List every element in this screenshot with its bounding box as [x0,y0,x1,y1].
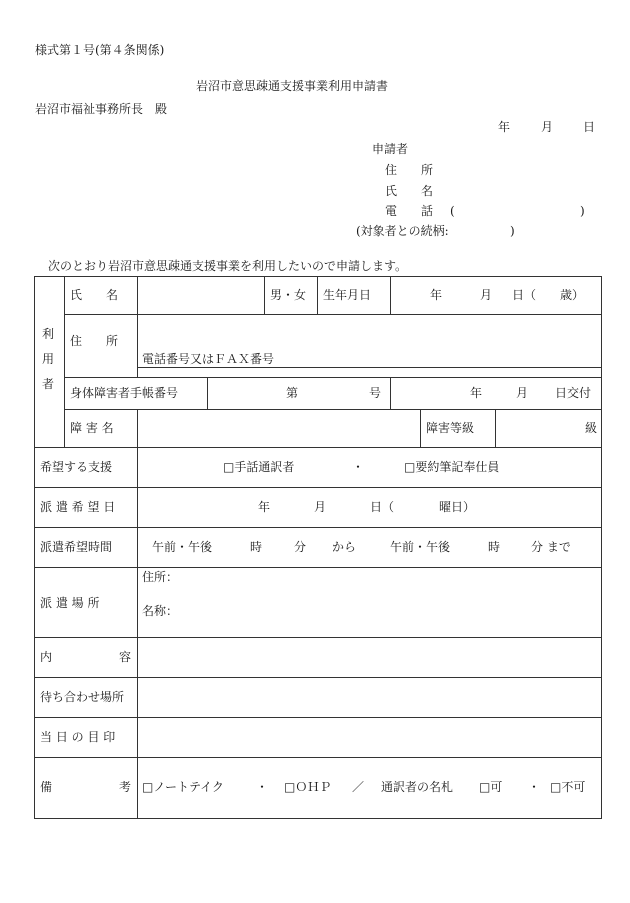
user-label-2: 用 [42,352,55,366]
disability-grade-label: 障害等級 [426,421,475,435]
dispatch-date-month: 月 [314,500,327,514]
birthdate-label: 生年月日 [323,288,372,302]
sex-options[interactable]: 男・女 [270,288,307,302]
user-name-label: 氏 名 [70,288,119,302]
content-label-start: 内 [40,650,53,664]
form-number: 様式第１号(第４条関係) [35,43,165,57]
support-separator: ・ [352,460,365,474]
time-ampm-start[interactable]: 午前・午後 [152,540,213,554]
applicant-heading: 申請者 [372,142,409,156]
support-option-summary-writer[interactable]: □要約筆記奉仕員 [404,460,500,474]
birth-year-label: 年 [430,288,443,302]
handbook-no-prefix: 第 [286,386,299,400]
addressee: 岩沼市福祉事務所長 殿 [35,102,168,116]
place-address-label: 住所： [142,570,179,584]
remarks-nametag-label: 通訳者の名札 [381,780,454,794]
place-name-label: 名称： [142,604,179,618]
remarks-nametag-ok-option[interactable]: □可 [479,780,503,794]
time-from: から [332,540,357,554]
remarks-nametag-ng-option[interactable]: □不可 [550,780,586,794]
applicant-relation-close: ) [510,224,515,238]
remarks-separator-1: ・ [256,780,269,794]
time-hour-start: 時 [250,540,263,554]
issue-day-label: 日交付 [555,386,592,400]
time-until: 分 まで [531,540,571,554]
remarks-slash: ／ [352,780,365,794]
meeting-place-label: 待ち合わせ場所 [40,690,125,704]
user-address-label: 住 所 [70,334,119,348]
time-ampm-end[interactable]: 午前・午後 [390,540,451,554]
disability-name-label: 障 害 名 [70,421,114,435]
remarks-label-start: 備 [40,780,53,794]
birth-day-age-label: 日（ 歳） [512,288,585,302]
applicant-phone-open: ( [450,204,455,218]
remarks-notetake-option[interactable]: □ノートテイク [142,780,224,794]
handbook-no-suffix: 号 [369,386,382,400]
handbook-number-label: 身体障害者手帳番号 [70,386,179,400]
application-table [34,276,602,819]
applicant-phone-close: ) [580,204,585,218]
dispatch-date-day: 日（ [370,500,395,514]
dispatch-date-label: 派 遣 希 望 日 [40,500,116,514]
dispatch-date-weekday: 曜日） [439,500,476,514]
user-label-1: 利 [42,327,55,341]
date-day-label: 日 [583,120,596,134]
phone-fax-label: 電話番号又はＦＡＸ番号 [142,352,275,366]
applicant-name-label: 氏 名 [385,184,434,198]
remarks-ohp-option[interactable]: □ＯＨＰ [284,780,332,794]
remarks-label-end: 考 [119,780,132,794]
support-option-sign-interpreter[interactable]: □手話通訳者 [223,460,295,474]
day-marker-label: 当 日 の 目 印 [40,730,116,744]
dispatch-place-label: 派 遣 場 所 [40,596,100,610]
birth-month-label: 月 [480,288,493,302]
remarks-separator-2: ・ [528,780,541,794]
support-label: 希望する支援 [40,460,113,474]
applicant-relation-label: (対象者との続柄: [356,224,449,238]
content-label-end: 容 [119,650,132,664]
applicant-address-label: 住 所 [385,163,434,177]
time-min-start: 分 [294,540,307,554]
date-month-label: 月 [541,120,554,134]
date-year-label: 年 [498,120,511,134]
grade-suffix: 級 [585,421,598,435]
applicant-phone-label: 電 話 [385,204,434,218]
form-title: 岩沼市意思疎通支援事業利用申請書 [196,79,389,93]
issue-month-label: 月 [516,386,529,400]
dispatch-date-year: 年 [258,500,271,514]
intro-sentence: 次のとおり岩沼市意思疎通支援事業を利用したいので申請します。 [48,259,408,273]
user-label-3: 者 [42,377,55,391]
time-hour-end: 時 [488,540,501,554]
dispatch-time-label: 派遣希望時間 [40,540,113,554]
issue-year-label: 年 [470,386,483,400]
